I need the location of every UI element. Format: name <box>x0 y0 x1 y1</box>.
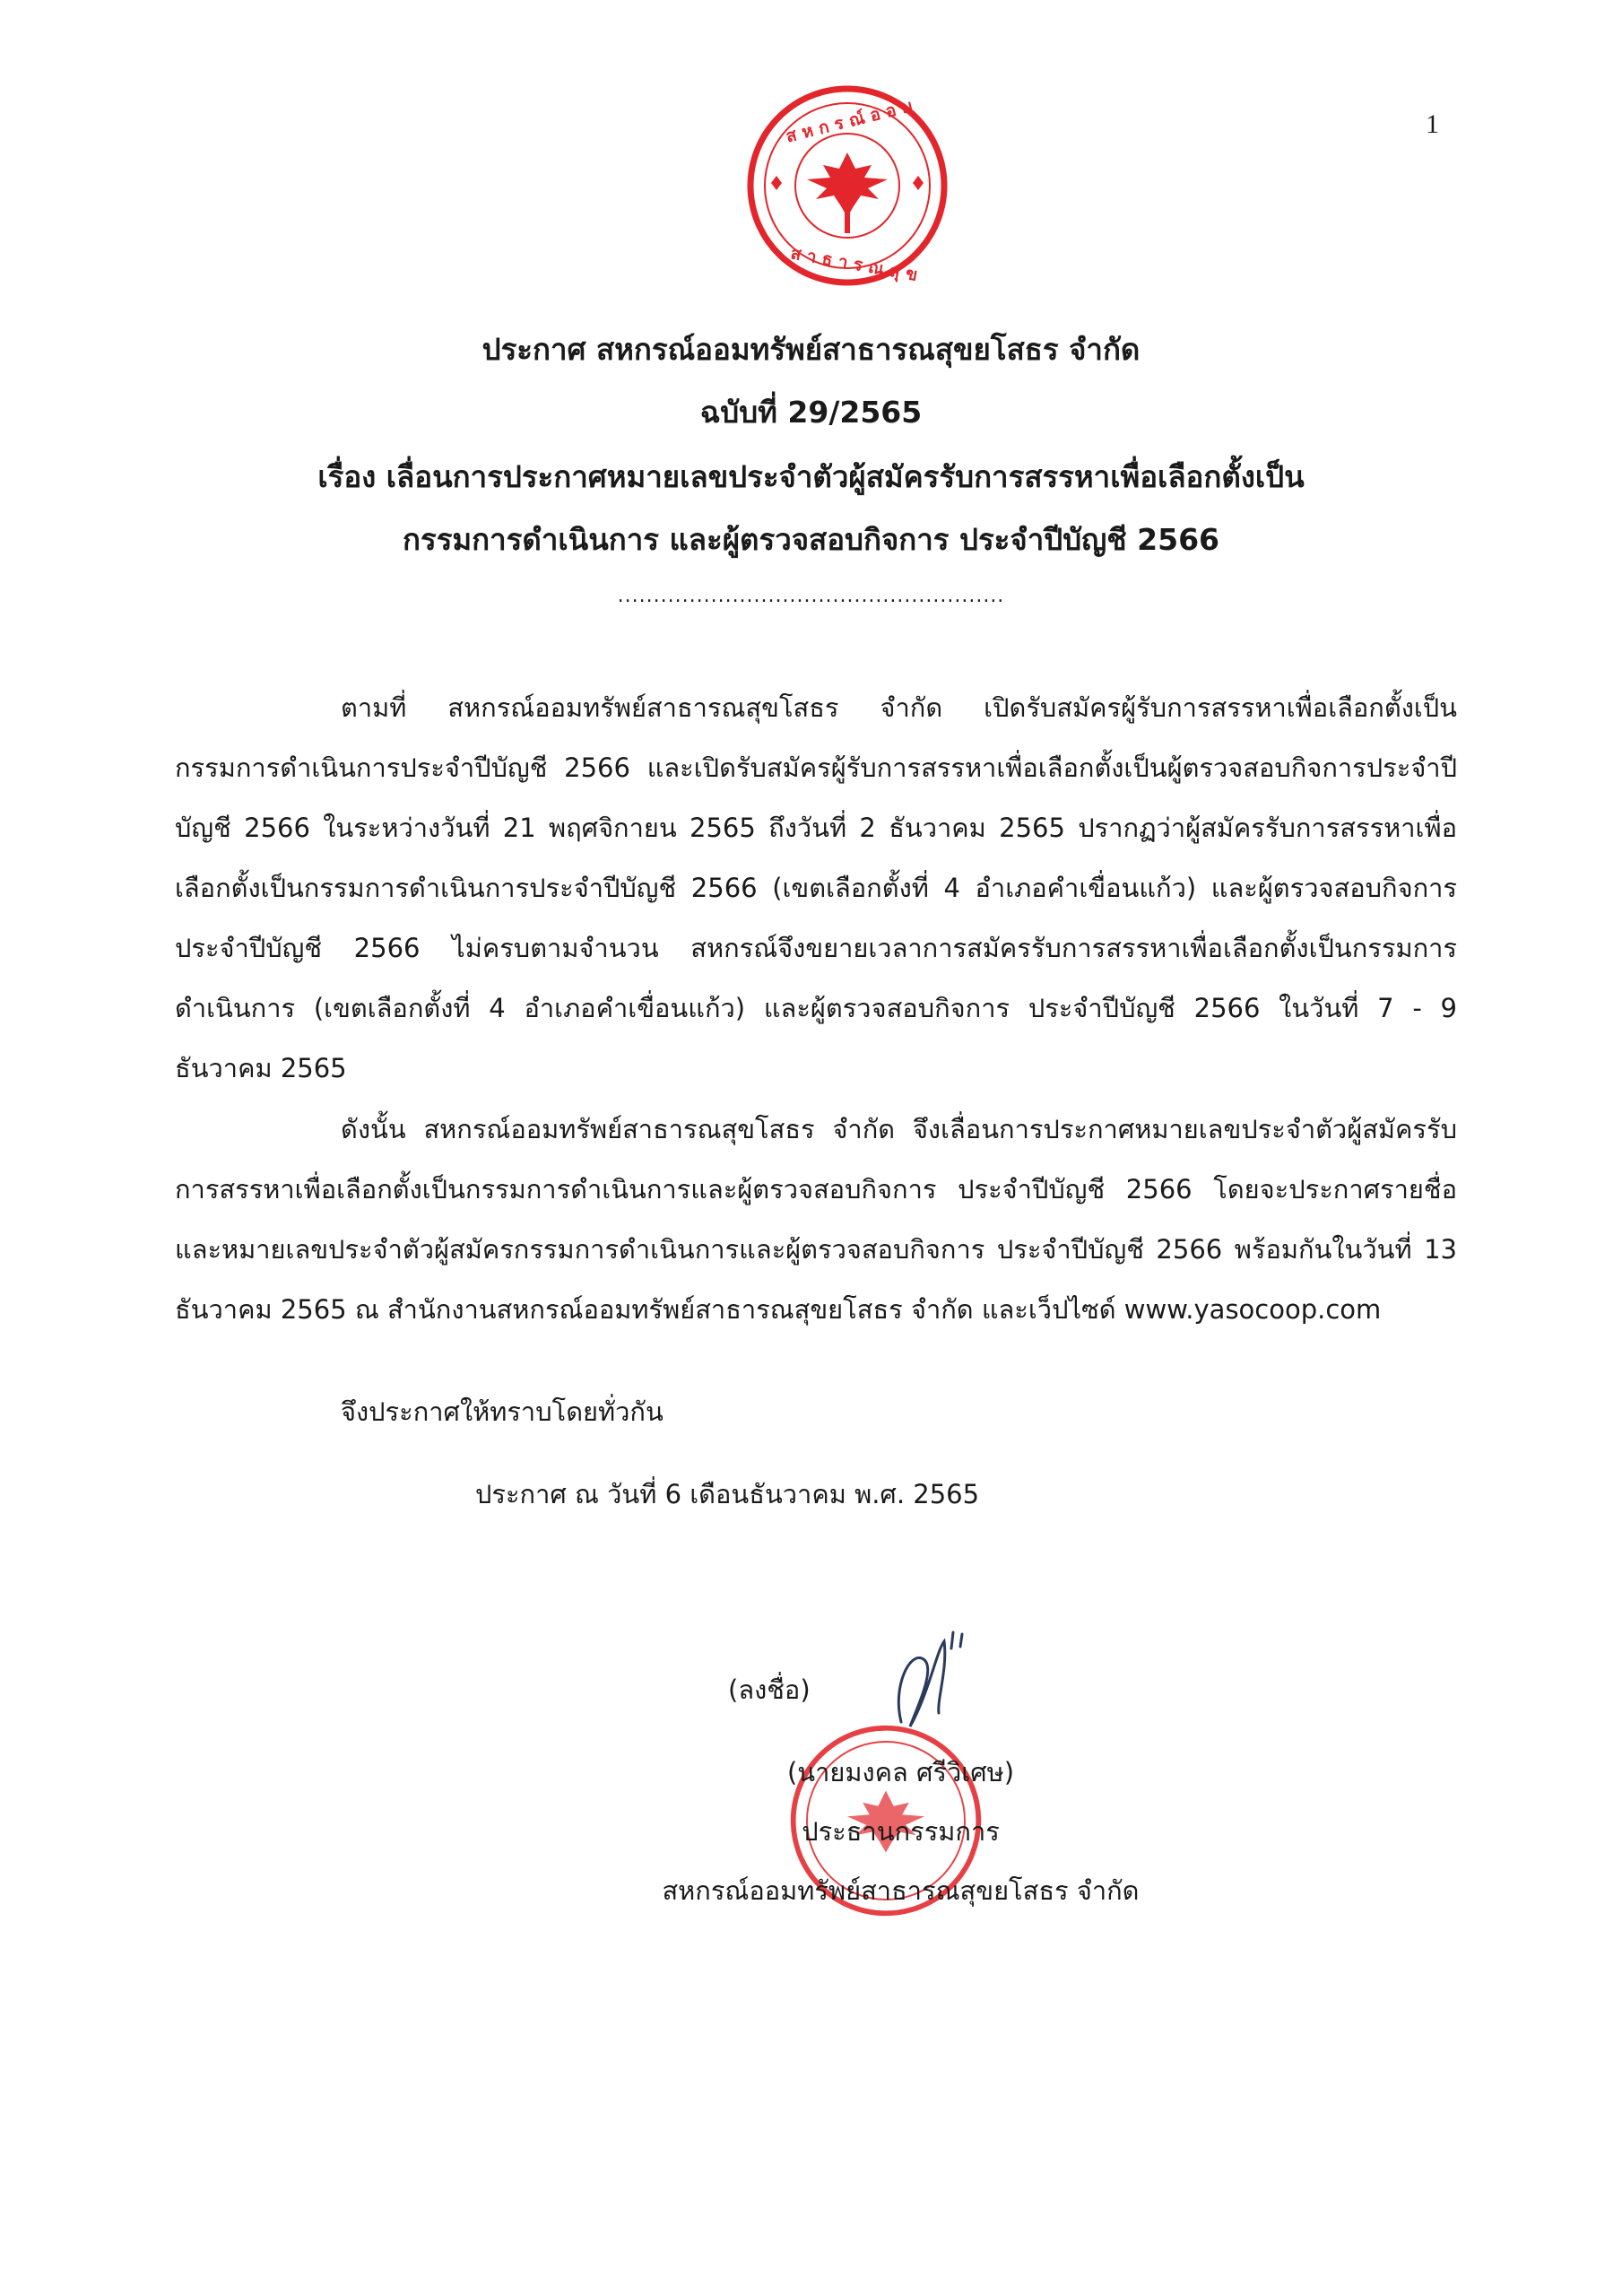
announcement-subject: เรื่อง เลื่อนการประกาศหมายเลขประจำตัวผู้สมัครรับการสรรหาเพื่อเลือกตั้งเป็น <box>317 459 1305 494</box>
svg-text:ส า ธ า ร ณ สุ ข: ส า ธ า ร ณ สุ ข <box>789 243 919 285</box>
announcement-date: ประกาศ ณ วันที่ 6 เดือนธันวาคม พ.ศ. 2565 <box>475 1479 980 1509</box>
divider: ...................................................... <box>617 585 1005 607</box>
signer-name: (นายมงคล ศรีวิเศษ) <box>786 1757 1015 1787</box>
signer-position: ประธานกรรมการ <box>802 1816 1000 1847</box>
signature-label: (ลงชื่อ) <box>728 1674 811 1705</box>
signer-organization: สหกรณ์ออมทรัพย์สาธารณสุขยโสธร จำกัด <box>662 1875 1140 1906</box>
svg-text:ส ห ก ร ณ์ อ อ ม: ส ห ก ร ณ์ อ อ ม <box>784 96 915 147</box>
announcement-number: ฉบับที่ 29/2565 <box>699 395 923 430</box>
body-paragraph-1: ตามที่ สหกรณ์ออมทรัพย์สาธารณสุขโสธร จำกัด เปิดรับสมัครผู้รับการสรรหาเพื่อเลือกตั้งเป็นกรรมการดำเนินการประจำปีบัญชี 2566 และเปิดรับสมัครผู้รับการสรรหาเพื่อเลือกตั้งเป็นผู้ตรวจสอบกิจการประจำปีบัญชี 2566 ในระหว่างวันที่ 21 พฤศจิกายน 2565 ถึงวันที่ 2 ธันวาคม 2565 ปรากฏว่าผู้สมัครรับการสรรหาเพื่อเลือกตั้งเป็นกรรมการดำเนินการประจำปีบัญชี 2566 (เขตเลือกตั้งที่ 4 อำเภอคำเขื่อนแก้ว) และผู้ตรวจสอบกิจการประจำปีบัญชี 2566 ไม่ครบตามจำนวน สหกรณ์จึงขยายเวลาการสมัครรับการสรรหาเพื่อเลือกตั้งเป็นกรรมการดำเนินการ (เขตเลือกตั้งที่ 4 อำเภอคำเขื่อนแก้ว) และผู้ตรวจสอบกิจการ ประจำปีบัญชี 2566 ในวันที่ 7 - 9 ธันวาคม 2565 <box>175 692 1457 1083</box>
announcement-title: ประกาศ สหกรณ์ออมทรัพย์สาธารณสุขยโสธร จำกัด <box>481 332 1141 367</box>
announcement-subject-continued: กรรมการดำเนินการ และผู้ตรวจสอบกิจการ ประจำปีบัญชี 2566 <box>402 522 1220 557</box>
page-number: 1 <box>1426 109 1439 139</box>
closing-statement: จึงประกาศให้ทราบโดยทั่วกัน <box>341 1396 664 1427</box>
body-paragraph-2: ดังนั้น สหกรณ์ออมทรัพย์สาธารณสุขโสธร จำกัด จึงเลื่อนการประกาศหมายเลขประจำตัวผู้สมัครรับการสรรหาเพื่อเลือกตั้งเป็นกรรมการดำเนินการและผู้ตรวจสอบกิจการ ประจำปีบัญชี 2566 โดยจะประกาศรายชื่อและหมายเลขประจำตัวผู้สมัครกรรมการดำเนินการและผู้ตรวจสอบกิจการ ประจำปีบัญชี 2566 พร้อมกันในวันที่ 13 ธันวาคม 2565 ณ สำนักงานสหกรณ์ออมทรัพย์สาธารณสุขยโสธร จำกัด และเว็ปไซด์ www.yasocoop.com <box>175 1114 1457 1325</box>
handwritten-signature-icon <box>874 1614 1000 1740</box>
cooperative-seal-icon <box>744 83 950 289</box>
